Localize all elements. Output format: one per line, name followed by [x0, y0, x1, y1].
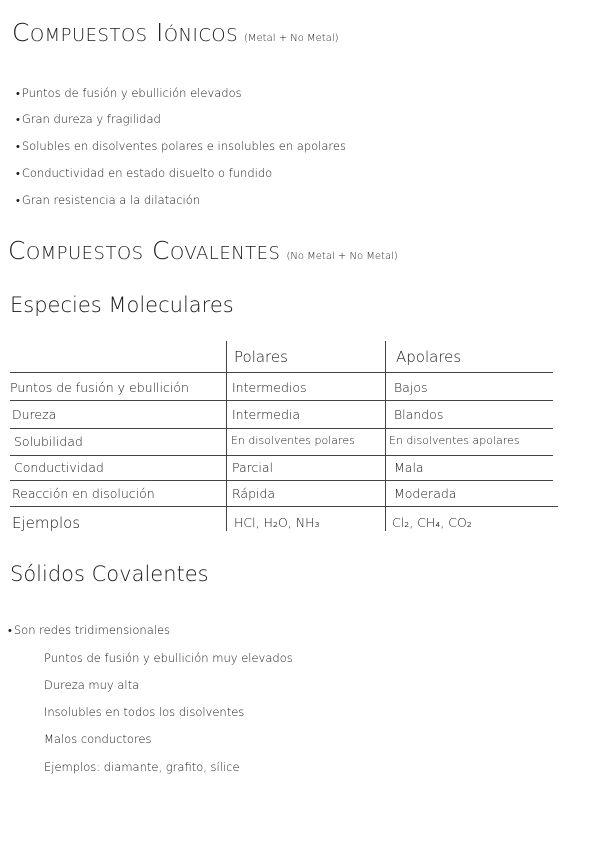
- solidos-bullet: • Son redes tridimensionales: [8, 623, 171, 637]
- table-cell: En disolventes apolares: [389, 434, 520, 447]
- table-col-divider: [226, 341, 227, 531]
- table-row-divider: [10, 506, 558, 507]
- solidos-item: Insolubles en todos los disolventes: [44, 705, 245, 719]
- table-cell: En disolventes polares: [231, 434, 355, 447]
- table-row-divider: [10, 372, 553, 373]
- ionicos-title-text: Compuestos Iónicos: [12, 18, 238, 47]
- table-cell: Bajos: [394, 380, 428, 395]
- table-cell: HCl, H₂O, NH₃: [234, 515, 320, 530]
- table-row-label: Dureza: [12, 407, 57, 422]
- table-cell: Cl₂, CH₄, CO₂: [392, 515, 472, 530]
- ionicos-bullet: • Conductividad en estado disuelto o fundido: [16, 166, 273, 180]
- table-row-label: Puntos de fusión y ebullición: [10, 380, 189, 395]
- ionicos-title: [12, 18, 339, 47]
- table-row-divider: [10, 400, 553, 401]
- covalentes-subtitle: (No Metal + No Metal): [286, 251, 398, 262]
- table-cell: Blandos: [394, 407, 444, 422]
- ionicos-bullet: • Puntos de fusión y ebullición elevados: [16, 86, 242, 100]
- table-row-label: Solubilidad: [14, 434, 83, 449]
- table-header-apolares: Apolares: [396, 348, 462, 366]
- ionicos-bullet-text: Conductividad en estado disuelto o fundido: [21, 166, 273, 180]
- table-cell: Moderada: [394, 486, 457, 501]
- table-row-label: Conductividad: [14, 460, 104, 475]
- table-cell: Rápida: [232, 486, 276, 501]
- moleculares-title: Especies Moleculares: [10, 293, 234, 317]
- solidos-item: Puntos de fusión y ebullición muy elevados: [44, 651, 293, 665]
- ionicos-subtitle: (Metal + No Metal): [244, 33, 339, 44]
- ionicos-bullet: • Solubles en disolventes polares e insolubles en apolares: [16, 139, 346, 153]
- table-cell: Mala: [394, 460, 424, 475]
- table-row-divider: [10, 455, 553, 456]
- table-cell: Intermedia: [232, 407, 301, 422]
- table-col-divider: [385, 341, 386, 531]
- solidos-bullet-text: Son redes tridimensionales: [13, 623, 171, 637]
- ionicos-bullet: • Gran resistencia a la dilatación: [16, 193, 201, 207]
- table-row-divider: [10, 428, 553, 429]
- ionicos-bullet-text: Gran resistencia a la dilatación: [21, 193, 201, 207]
- table-row-label: Ejemplos: [12, 514, 81, 532]
- table-header-polares: Polares: [234, 348, 288, 366]
- ionicos-bullet-text: Solubles en disolventes polares e insolubles en apolares: [21, 139, 346, 153]
- solidos-item: Dureza muy alta: [44, 678, 140, 692]
- table-cell: Parcial: [232, 460, 273, 475]
- covalentes-title-text: Compuestos Covalentes: [8, 236, 281, 265]
- table-cell: Intermedios: [232, 380, 307, 395]
- solidos-title: Sólidos Covalentes: [10, 562, 209, 586]
- covalentes-title: [8, 236, 398, 265]
- ionicos-bullet-text: Gran dureza y fragilidad: [21, 112, 161, 126]
- ionicos-bullet-text: Puntos de fusión y ebullición elevados: [21, 86, 242, 100]
- solidos-item: Ejemplos: diamante, grafito, sílice: [44, 760, 240, 774]
- table-row-label: Reacción en disolución: [12, 486, 155, 501]
- ionicos-bullet: • Gran dureza y fragilidad: [16, 112, 161, 126]
- solidos-item: Malos conductores: [44, 732, 152, 746]
- table-row-divider: [10, 480, 553, 481]
